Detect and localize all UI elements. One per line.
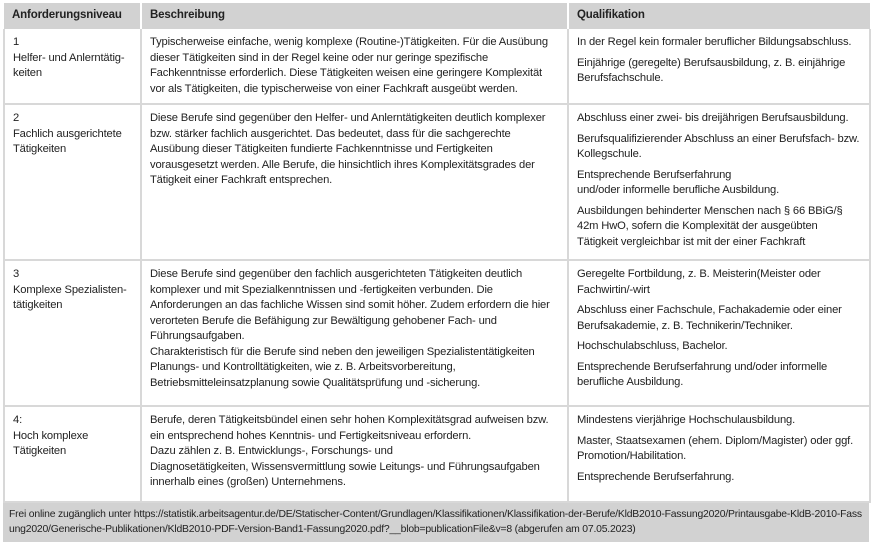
qualification-cell: [568, 104, 870, 260]
level-name: Komplexe Spezialisten- tätigkeiten: [13, 283, 127, 311]
qualification-item: Geregelte Fortbildung, z. B. Meisterin(Meister oder Fachwirtin/-wirt: [577, 268, 821, 296]
description-cell: Berufe, deren Tätigkeitsbündel einen sehr hohen Komplexitätsgrad aufweisen bzw. ein entsprechend hohes Kenntnis- und Fertigkeitsniveau erfordern. Dazu zählen z. B. Entwicklungs-, Forschungs- und Diagnosetätigkeiten, Wissensvermittlung sowie Leitungs- und Führungsaufgaben innerhalb eines (großen) Unternehmens.: [141, 406, 568, 502]
header-beschreibung: Beschreibung: [141, 3, 568, 29]
qualification-item: Master, Staatsexamen (ehem. Diplom/Magister) oder ggf. Promotion/Habilitation.: [577, 434, 854, 462]
level-name: Fachlich ausgerichtete Tätigkeiten: [13, 127, 122, 155]
qualification-item: Einjährige (geregelte) Berufsausbildung, z. B. einjährige Berufsfachschule.: [577, 56, 846, 84]
description-cell: Diese Berufe sind gegenüber den fachlich ausgerichteten Tätigkeiten deutlich komplexer und mit Spezialkenntnissen und -fertigkeiten verbunden. Die Anforderungen an das fachliche Wissen sind somit höher. Zudem erfordern die hier verorteten Berufe die Befähigung zur Bewältigung gehobener Fach- und Führungsaufgaben. Charakteristisch für die Berufe sind neben den jeweiligen Spezialistentätigkeiten Planungs- und Kontrolltätigkeiten, wie z. B. Arbeitsvorbereitung, Betriebsmitteleinsatzplanung sowie Qualitätsprüfung und -sicherung.: [141, 260, 568, 406]
level-number: 2: [13, 112, 20, 124]
qualification-item: Berufsqualifizierender Abschluss an einer Berufsfach- bzw. Kollegschule.: [577, 132, 860, 160]
level-number: 4:: [13, 414, 23, 426]
table-row: [4, 29, 870, 104]
qualification-item: Abschluss einer zwei- bis dreijährigen Berufsausbildung.: [577, 112, 849, 124]
source-footnote: Frei online zugänglich unter https://statistik.arbeitsagentur.de/DE/Statischer-Content/Grundlagen/Klassifikationen/Klassifikation-der-Berufe/KldB2010-Fassung2020/Printausgabe-KldB-2010-Fassung2020/Generische-Publikationen/KldB2010-PDF-Version-Band1-Fassung2020.pdf?__blob=publicationFile&v=8 (abgerufen am 07.05.2023): [3, 503, 869, 542]
qualification-item: Mindestens vierjährige Hochschulausbildung.: [577, 414, 796, 426]
level-cell: [4, 260, 141, 406]
level-cell: [4, 29, 141, 104]
qualification-item: Abschluss einer Fachschule, Fachakademie oder einer Berufsakademie, z. B. Technikerin/Techniker.: [577, 304, 842, 332]
document: [3, 3, 869, 542]
qualification-cell: [568, 29, 870, 104]
level-name: Helfer- und Anlerntätig- keiten: [13, 51, 125, 79]
header-qualifikation: Qualifikation: [568, 3, 870, 29]
table-header-row: [4, 3, 870, 29]
qualification-item: In der Regel kein formaler beruflicher Bildungsabschluss.: [577, 36, 852, 48]
qualification-item: Hochschulabschluss, Bachelor.: [577, 340, 728, 352]
level-number: 3: [13, 268, 20, 280]
level-cell: [4, 104, 141, 260]
table-row: [4, 260, 870, 406]
anforderungsniveau-table: [3, 3, 871, 503]
qualification-cell: [568, 406, 870, 502]
qualification-item: Entsprechende Berufserfahrung und/oder informelle berufliche Ausbildung.: [577, 168, 780, 196]
qualification-item: Entsprechende Berufserfahrung.: [577, 470, 735, 483]
description-cell: Typischerweise einfache, wenig komplexe (Routine-)Tätigkeiten. Für die Ausübung dieser Tätigkeiten sind in der Regel keine oder nur geringe spezifische Fachkenntnisse erforderlich. Diese Tätigkeiten weisen eine geringere Komplexität vor als Tätigkeiten, die typischerweise von einer Fachkraft ausgeübt werden.: [141, 29, 568, 104]
qualification-item: Entsprechende Berufserfahrung und/oder informelle berufliche Ausbildung.: [577, 360, 828, 388]
level-cell: [4, 406, 141, 502]
level-number: 1: [13, 36, 20, 48]
level-name: Hoch komplexe Tätigkeiten: [13, 429, 89, 457]
description-cell: Diese Berufe sind gegenüber den Helfer- und Anlerntätigkeiten deutlich komplexer bzw. stärker fachlich ausgerichtet. Das bedeutet, dass für die sachgerechte Ausübung dieser Tätigkeiten fundierte Fachkenntnisse und Fertigkeiten vorausgesetzt werden. Alle Berufe, die hinsichtlich ihres Komplexitätsgrades der Tätigkeit einer Fachkraft entsprechen.: [141, 104, 568, 260]
qualification-cell: [568, 260, 870, 406]
table-row: [4, 406, 870, 502]
qualification-item: Ausbildungen behinderter Menschen nach § 66 BBiG/§ 42m HwO, sofern die Komplexität der ausgeübten Tätigkeit vergleichbar ist mit der einer Fachkraft: [577, 204, 843, 248]
table-row: [4, 104, 870, 260]
header-anforderungsniveau: Anforderungsniveau: [4, 3, 141, 29]
